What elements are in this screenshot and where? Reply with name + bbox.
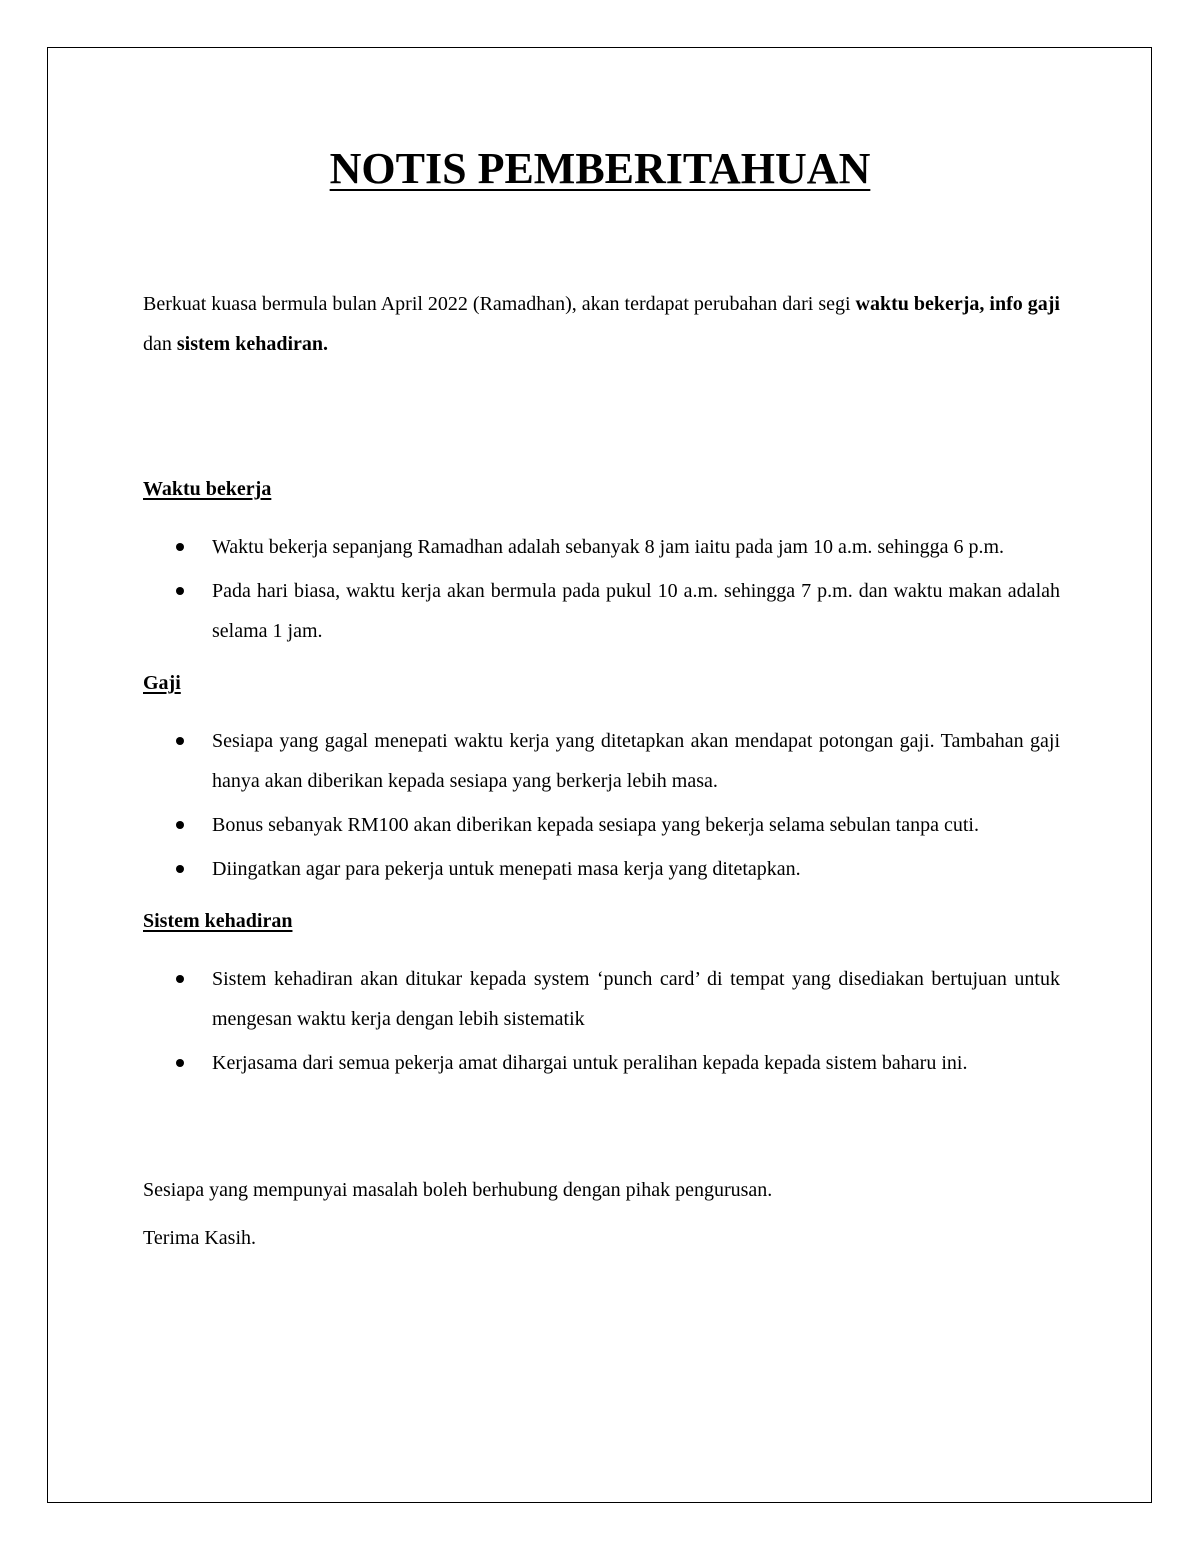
section-heading-waktu-bekerja: Waktu bekerja (143, 478, 272, 500)
bullet-icon (176, 587, 184, 595)
bullet-icon (176, 1059, 184, 1067)
intro-text-mid: dan (143, 333, 177, 355)
list-gaji (143, 721, 1060, 889)
bullet-icon (176, 865, 184, 873)
list-item (143, 849, 1060, 889)
list-item-text: Waktu bekerja sepanjang Ramadhan adalah sebanyak 8 jam iaitu pada jam 10 a.m. sehingga 6 p.m. (212, 536, 1005, 558)
bullet-icon (176, 737, 184, 745)
list-item-text: Sistem kehadiran akan ditukar kepada system ‘punch card’ di tempat yang disediakan bertujuan untuk mengesan waktu kerja dengan lebih sistematik (212, 968, 1060, 1030)
bullet-icon (176, 821, 184, 829)
list-item-text: Sesiapa yang gagal menepati waktu kerja yang ditetapkan akan mendapat potongan gaji. Tambahan gaji hanya akan diberikan kepada sesiapa yang berkerja lebih masa. (212, 730, 1060, 792)
section-heading-sistem-kehadiran: Sistem kehadiran (143, 910, 293, 932)
list-item (143, 527, 1060, 567)
list-sistem-kehadiran (143, 959, 1060, 1083)
list-waktu-bekerja (143, 527, 1060, 651)
list-item-text: Pada hari biasa, waktu kerja akan bermula pada pukul 10 a.m. sehingga 7 p.m. dan waktu makan adalah selama 1 jam. (212, 580, 1060, 642)
section-heading-gaji: Gaji (143, 672, 181, 694)
list-item (143, 721, 1060, 801)
list-item-text: Bonus sebanyak RM100 akan diberikan kepada sesiapa yang bekerja selama sebulan tanpa cuti. (212, 814, 979, 836)
intro-bold-attendance: sistem kehadiran. (176, 333, 329, 355)
intro-paragraph (143, 284, 1060, 364)
page-title: NOTIS PEMBERITAHUAN (329, 144, 871, 193)
list-item (143, 1043, 1060, 1083)
bullet-icon (176, 543, 184, 551)
notice-body (143, 284, 1060, 1258)
list-item (143, 571, 1060, 651)
signoff: Terima Kasih. (143, 1227, 257, 1249)
intro-text-before: Berkuat kuasa bermula bulan April 2022 (Ramadhan), akan terdapat perubahan dari segi (143, 293, 856, 315)
list-item-text: Kerjasama dari semua pekerja amat dihargai untuk peralihan kepada kepada sistem baharu ini. (212, 1052, 968, 1074)
list-item (143, 805, 1060, 845)
closing-paragraph: Sesiapa yang mempunyai masalah boleh berhubung dengan pihak pengurusan. (143, 1179, 773, 1201)
list-item (143, 959, 1060, 1039)
list-item-text: Diingatkan agar para pekerja untuk menepati masa kerja yang ditetapkan. (212, 858, 801, 880)
intro-bold-topics: waktu bekerja, info gaji (855, 293, 1060, 315)
bullet-icon (176, 975, 184, 983)
